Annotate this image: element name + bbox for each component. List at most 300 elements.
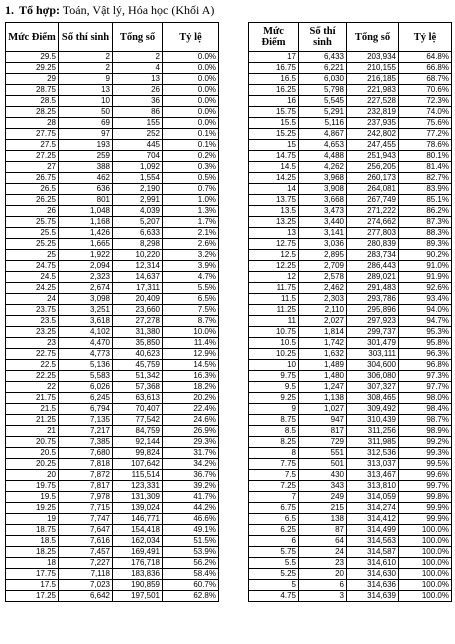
- table-row: [6, 503, 219, 514]
- candidates-cell: 6,026: [59, 382, 113, 393]
- ratio-cell: 4.7%: [163, 272, 219, 283]
- table-row: [249, 360, 452, 371]
- total-cell: 277,803: [347, 228, 399, 239]
- ratio-cell: 100.0%: [399, 525, 452, 536]
- total-cell: 123,331: [113, 481, 163, 492]
- table-row: [249, 481, 452, 492]
- total-cell: 1,554: [113, 173, 163, 184]
- section-subjects: Toán, Vật lý, Hóa học (Khối A): [62, 3, 215, 17]
- score-level-cell: 6: [249, 536, 299, 547]
- candidates-cell: 7,818: [59, 459, 113, 470]
- total-cell: 12,314: [113, 261, 163, 272]
- total-cell: 314,630: [347, 569, 399, 580]
- table-row: [249, 184, 452, 195]
- score-level-cell: 16.25: [249, 85, 299, 96]
- score-table-left: [5, 22, 219, 602]
- score-level-cell: 18: [6, 558, 59, 569]
- table-row: [249, 63, 452, 74]
- score-level-cell: 7.75: [249, 459, 299, 470]
- ratio-cell: 100.0%: [399, 547, 452, 558]
- total-cell: 92,144: [113, 437, 163, 448]
- score-level-cell: 21.25: [6, 415, 59, 426]
- table-row: [249, 118, 452, 129]
- table-row: [6, 404, 219, 415]
- ratio-cell: 16.3%: [163, 371, 219, 382]
- score-level-cell: 15: [249, 140, 299, 151]
- table-row: [6, 470, 219, 481]
- ratio-cell: 10.0%: [163, 327, 219, 338]
- ratio-cell: 18.2%: [163, 382, 219, 393]
- candidates-cell: 4,262: [299, 162, 347, 173]
- candidates-cell: 5,291: [299, 107, 347, 118]
- candidates-cell: 388: [59, 162, 113, 173]
- total-cell: 314,499: [347, 525, 399, 536]
- total-cell: 314,274: [347, 503, 399, 514]
- total-cell: 314,587: [347, 547, 399, 558]
- table-row: [249, 239, 452, 250]
- table-row: [249, 503, 452, 514]
- table-row: [6, 426, 219, 437]
- ratio-cell: 98.0%: [399, 393, 452, 404]
- total-cell: 291,483: [347, 283, 399, 294]
- table-row: [6, 591, 219, 602]
- candidates-cell: 9: [59, 74, 113, 85]
- candidates-cell: 64: [299, 536, 347, 547]
- score-level-cell: 9.25: [249, 393, 299, 404]
- score-level-cell: 12.5: [249, 250, 299, 261]
- total-cell: 283,734: [347, 250, 399, 261]
- ratio-cell: 11.4%: [163, 338, 219, 349]
- table-row: [249, 261, 452, 272]
- section-number: 1.: [5, 3, 14, 17]
- ratio-cell: 80.1%: [399, 151, 452, 162]
- ratio-cell: 99.3%: [399, 448, 452, 459]
- score-level-cell: 9: [249, 404, 299, 415]
- table-row: [6, 206, 219, 217]
- total-cell: 312,536: [347, 448, 399, 459]
- table-row: [6, 316, 219, 327]
- score-level-cell: 16.75: [249, 63, 299, 74]
- score-level-cell: 27: [6, 162, 59, 173]
- candidates-cell: 7,680: [59, 448, 113, 459]
- total-cell: 260,173: [347, 173, 399, 184]
- candidates-cell: 1,027: [299, 404, 347, 415]
- ratio-cell: 39.2%: [163, 481, 219, 492]
- ratio-cell: 31.7%: [163, 448, 219, 459]
- table-row: [249, 283, 452, 294]
- candidates-cell: 3,968: [299, 173, 347, 184]
- score-level-cell: 20: [6, 470, 59, 481]
- ratio-cell: 6.5%: [163, 294, 219, 305]
- score-level-cell: 23.5: [6, 316, 59, 327]
- ratio-cell: 1.7%: [163, 217, 219, 228]
- total-cell: 40,623: [113, 349, 163, 360]
- total-cell: 704: [113, 151, 163, 162]
- score-level-cell: 18.25: [6, 547, 59, 558]
- table-row: [249, 459, 452, 470]
- ratio-cell: 90.2%: [399, 250, 452, 261]
- candidates-cell: 50: [59, 107, 113, 118]
- total-cell: 264,081: [347, 184, 399, 195]
- ratio-cell: 95.8%: [399, 338, 452, 349]
- ratio-cell: 77.2%: [399, 129, 452, 140]
- table-row: [249, 404, 452, 415]
- candidates-cell: 2,027: [299, 316, 347, 327]
- candidates-cell: 2,110: [299, 305, 347, 316]
- ratio-cell: 72.3%: [399, 96, 452, 107]
- score-level-cell: 26: [6, 206, 59, 217]
- ratio-cell: 0.0%: [163, 63, 219, 74]
- total-cell: 314,636: [347, 580, 399, 591]
- total-cell: 35,850: [113, 338, 163, 349]
- ratio-cell: 70.6%: [399, 85, 452, 96]
- ratio-cell: 1.0%: [163, 195, 219, 206]
- candidates-cell: 1,168: [59, 217, 113, 228]
- candidates-cell: 7,457: [59, 547, 113, 558]
- table-row: [6, 459, 219, 470]
- score-level-cell: 23.25: [6, 327, 59, 338]
- ratio-cell: 85.1%: [399, 195, 452, 206]
- table-row: [249, 426, 452, 437]
- total-cell: 313,467: [347, 470, 399, 481]
- total-cell: 289,021: [347, 272, 399, 283]
- total-cell: 183,836: [113, 569, 163, 580]
- total-cell: 267,749: [347, 195, 399, 206]
- header-ratio: Tỷ lệ: [163, 23, 219, 52]
- ratio-cell: 0.0%: [163, 74, 219, 85]
- total-cell: 311,985: [347, 437, 399, 448]
- ratio-cell: 99.7%: [399, 481, 452, 492]
- total-cell: 84,759: [113, 426, 163, 437]
- candidates-cell: 2,323: [59, 272, 113, 283]
- score-level-cell: 12: [249, 272, 299, 283]
- table-row: [6, 217, 219, 228]
- score-level-cell: 21.5: [6, 404, 59, 415]
- table-row: [249, 569, 452, 580]
- score-level-cell: 26.75: [6, 173, 59, 184]
- candidates-cell: 501: [299, 459, 347, 470]
- ratio-cell: 0.1%: [163, 129, 219, 140]
- table-row: [249, 470, 452, 481]
- score-level-cell: 25.5: [6, 228, 59, 239]
- table-row: [249, 272, 452, 283]
- total-cell: 216,185: [347, 74, 399, 85]
- table-row: [249, 228, 452, 239]
- total-cell: 139,024: [113, 503, 163, 514]
- ratio-cell: 86.2%: [399, 206, 452, 217]
- table-row: [249, 85, 452, 96]
- candidates-cell: 5,136: [59, 360, 113, 371]
- score-level-cell: 27.75: [6, 129, 59, 140]
- candidates-cell: 6,245: [59, 393, 113, 404]
- total-cell: 70,407: [113, 404, 163, 415]
- score-level-cell: 5: [249, 580, 299, 591]
- score-level-cell: 7: [249, 492, 299, 503]
- ratio-cell: 14.5%: [163, 360, 219, 371]
- table-row: [249, 547, 452, 558]
- score-level-cell: 24.25: [6, 283, 59, 294]
- candidates-cell: 23: [299, 558, 347, 569]
- score-level-cell: 8.25: [249, 437, 299, 448]
- ratio-cell: 97.3%: [399, 371, 452, 382]
- total-cell: 4,039: [113, 206, 163, 217]
- table-row: [249, 514, 452, 525]
- total-cell: 303,111: [347, 349, 399, 360]
- ratio-cell: 0.7%: [163, 184, 219, 195]
- ratio-cell: 94.0%: [399, 305, 452, 316]
- candidates-cell: 7,817: [59, 481, 113, 492]
- score-level-cell: 16.5: [249, 74, 299, 85]
- score-level-cell: 22: [6, 382, 59, 393]
- ratio-cell: 8.7%: [163, 316, 219, 327]
- table-row: [249, 107, 452, 118]
- score-level-cell: 10.5: [249, 338, 299, 349]
- candidates-cell: 7,023: [59, 580, 113, 591]
- table-row: [6, 536, 219, 547]
- ratio-cell: 46.6%: [163, 514, 219, 525]
- ratio-cell: 0.0%: [163, 107, 219, 118]
- candidates-cell: 138: [299, 514, 347, 525]
- header-ratio: Tỷ lệ: [399, 23, 452, 52]
- ratio-cell: 99.8%: [399, 492, 452, 503]
- ratio-cell: 7.5%: [163, 305, 219, 316]
- ratio-cell: 82.7%: [399, 173, 452, 184]
- total-cell: 17,311: [113, 283, 163, 294]
- ratio-cell: 75.6%: [399, 118, 452, 129]
- total-cell: 27,278: [113, 316, 163, 327]
- candidates-cell: 4,653: [299, 140, 347, 151]
- total-cell: 8,298: [113, 239, 163, 250]
- candidates-cell: 7,647: [59, 525, 113, 536]
- table-row: [6, 184, 219, 195]
- candidates-cell: 3,251: [59, 305, 113, 316]
- candidates-cell: 3,141: [299, 228, 347, 239]
- ratio-cell: 100.0%: [399, 558, 452, 569]
- ratio-cell: 51.5%: [163, 536, 219, 547]
- ratio-cell: 3.9%: [163, 261, 219, 272]
- table-row: [6, 514, 219, 525]
- total-cell: 14,637: [113, 272, 163, 283]
- ratio-cell: 58.4%: [163, 569, 219, 580]
- total-cell: 314,412: [347, 514, 399, 525]
- total-cell: 314,059: [347, 492, 399, 503]
- candidates-cell: 947: [299, 415, 347, 426]
- candidates-cell: 6,642: [59, 591, 113, 602]
- ratio-cell: 74.0%: [399, 107, 452, 118]
- candidates-cell: 249: [299, 492, 347, 503]
- score-level-cell: 19.5: [6, 492, 59, 503]
- candidates-cell: 4,867: [299, 129, 347, 140]
- ratio-cell: 12.9%: [163, 349, 219, 360]
- table-row: [6, 52, 219, 63]
- candidates-cell: 2,303: [299, 294, 347, 305]
- table-row: [6, 349, 219, 360]
- total-cell: 313,037: [347, 459, 399, 470]
- total-cell: 162,034: [113, 536, 163, 547]
- table-row: [249, 382, 452, 393]
- total-cell: 203,934: [347, 52, 399, 63]
- table-row: [6, 547, 219, 558]
- score-level-cell: 22.75: [6, 349, 59, 360]
- score-level-cell: 17: [249, 52, 299, 63]
- score-level-cell: 8: [249, 448, 299, 459]
- table-row: [6, 239, 219, 250]
- ratio-cell: 98.7%: [399, 415, 452, 426]
- candidates-cell: 4,773: [59, 349, 113, 360]
- total-cell: 293,786: [347, 294, 399, 305]
- ratio-cell: 1.3%: [163, 206, 219, 217]
- total-cell: 4: [113, 63, 163, 74]
- section-heading: [5, 3, 214, 18]
- header-candidates: Số thí sinh: [299, 23, 347, 52]
- total-cell: 314,639: [347, 591, 399, 602]
- table-header-row: [6, 23, 219, 52]
- table-row: [249, 492, 452, 503]
- candidates-cell: 7,978: [59, 492, 113, 503]
- total-cell: 237,935: [347, 118, 399, 129]
- score-level-cell: 27.25: [6, 151, 59, 162]
- total-cell: 301,479: [347, 338, 399, 349]
- ratio-cell: 96.8%: [399, 360, 452, 371]
- total-cell: 146,771: [113, 514, 163, 525]
- score-level-cell: 29.25: [6, 63, 59, 74]
- score-level-cell: 23.75: [6, 305, 59, 316]
- ratio-cell: 97.7%: [399, 382, 452, 393]
- total-cell: 190,859: [113, 580, 163, 591]
- ratio-cell: 91.0%: [399, 261, 452, 272]
- ratio-cell: 0.0%: [163, 96, 219, 107]
- score-level-cell: 8.5: [249, 426, 299, 437]
- score-level-cell: 8.75: [249, 415, 299, 426]
- candidates-cell: 430: [299, 470, 347, 481]
- score-level-cell: 13.75: [249, 195, 299, 206]
- total-cell: 445: [113, 140, 163, 151]
- score-level-cell: 10.25: [249, 349, 299, 360]
- score-level-cell: 14: [249, 184, 299, 195]
- ratio-cell: 36.7%: [163, 470, 219, 481]
- candidates-cell: 2,094: [59, 261, 113, 272]
- score-level-cell: 10.75: [249, 327, 299, 338]
- candidates-cell: 3,618: [59, 316, 113, 327]
- candidates-cell: 2,462: [299, 283, 347, 294]
- table-row: [6, 261, 219, 272]
- table-row: [6, 85, 219, 96]
- candidates-cell: 5,116: [299, 118, 347, 129]
- score-level-cell: 26.25: [6, 195, 59, 206]
- total-cell: 131,309: [113, 492, 163, 503]
- ratio-cell: 99.6%: [399, 470, 452, 481]
- total-cell: 115,514: [113, 470, 163, 481]
- ratio-cell: 62.8%: [163, 591, 219, 602]
- ratio-cell: 68.7%: [399, 74, 452, 85]
- score-level-cell: 20.25: [6, 459, 59, 470]
- total-cell: 107,642: [113, 459, 163, 470]
- total-cell: 176,718: [113, 558, 163, 569]
- candidates-cell: 20: [299, 569, 347, 580]
- ratio-cell: 94.7%: [399, 316, 452, 327]
- table-row: [6, 250, 219, 261]
- table-row: [6, 481, 219, 492]
- table-row: [6, 63, 219, 74]
- total-cell: 280,839: [347, 239, 399, 250]
- candidates-cell: 193: [59, 140, 113, 151]
- score-level-cell: 11.5: [249, 294, 299, 305]
- score-level-cell: 19.25: [6, 503, 59, 514]
- table-row: [6, 118, 219, 129]
- score-level-cell: 14.75: [249, 151, 299, 162]
- score-level-cell: 27.5: [6, 140, 59, 151]
- total-cell: 23,660: [113, 305, 163, 316]
- score-level-cell: 18.5: [6, 536, 59, 547]
- candidates-cell: 7,227: [59, 558, 113, 569]
- candidates-cell: 5,798: [299, 85, 347, 96]
- table-row: [6, 162, 219, 173]
- total-cell: 154,418: [113, 525, 163, 536]
- total-cell: 31,380: [113, 327, 163, 338]
- candidates-cell: 7,872: [59, 470, 113, 481]
- ratio-cell: 44.2%: [163, 503, 219, 514]
- score-level-cell: 12.25: [249, 261, 299, 272]
- total-cell: 210,155: [347, 63, 399, 74]
- total-cell: 232,819: [347, 107, 399, 118]
- total-cell: 2: [113, 52, 163, 63]
- total-cell: 299,737: [347, 327, 399, 338]
- candidates-cell: 97: [59, 129, 113, 140]
- score-level-cell: 17.25: [6, 591, 59, 602]
- total-cell: 295,896: [347, 305, 399, 316]
- score-level-cell: 29: [6, 74, 59, 85]
- score-level-cell: 28.5: [6, 96, 59, 107]
- total-cell: 251,943: [347, 151, 399, 162]
- score-level-cell: 28: [6, 118, 59, 129]
- ratio-cell: 92.6%: [399, 283, 452, 294]
- candidates-cell: 7,747: [59, 514, 113, 525]
- total-cell: 6,633: [113, 228, 163, 239]
- score-level-cell: 29.5: [6, 52, 59, 63]
- table-row: [249, 129, 452, 140]
- table-row: [6, 437, 219, 448]
- score-level-cell: 10: [249, 360, 299, 371]
- candidates-cell: 2,578: [299, 272, 347, 283]
- table-body-right: [249, 52, 452, 602]
- candidates-cell: 3,473: [299, 206, 347, 217]
- candidates-cell: 6,221: [299, 63, 347, 74]
- section-label: Tổ hợp:: [19, 3, 60, 17]
- ratio-cell: 95.3%: [399, 327, 452, 338]
- candidates-cell: 215: [299, 503, 347, 514]
- score-level-cell: 26.5: [6, 184, 59, 195]
- table-row: [249, 371, 452, 382]
- total-cell: 307,327: [347, 382, 399, 393]
- total-cell: 252: [113, 129, 163, 140]
- table-row: [6, 569, 219, 580]
- candidates-cell: 1,742: [299, 338, 347, 349]
- candidates-cell: 551: [299, 448, 347, 459]
- score-level-cell: 7.5: [249, 470, 299, 481]
- score-level-cell: 6.25: [249, 525, 299, 536]
- ratio-cell: 87.3%: [399, 217, 452, 228]
- candidates-cell: 1,048: [59, 206, 113, 217]
- score-level-cell: 20.75: [6, 437, 59, 448]
- score-level-cell: 13.25: [249, 217, 299, 228]
- score-level-cell: 20.5: [6, 448, 59, 459]
- score-level-cell: 25.25: [6, 239, 59, 250]
- table-row: [249, 305, 452, 316]
- score-level-cell: 21: [6, 426, 59, 437]
- ratio-cell: 100.0%: [399, 591, 452, 602]
- total-cell: 297,923: [347, 316, 399, 327]
- total-cell: 304,600: [347, 360, 399, 371]
